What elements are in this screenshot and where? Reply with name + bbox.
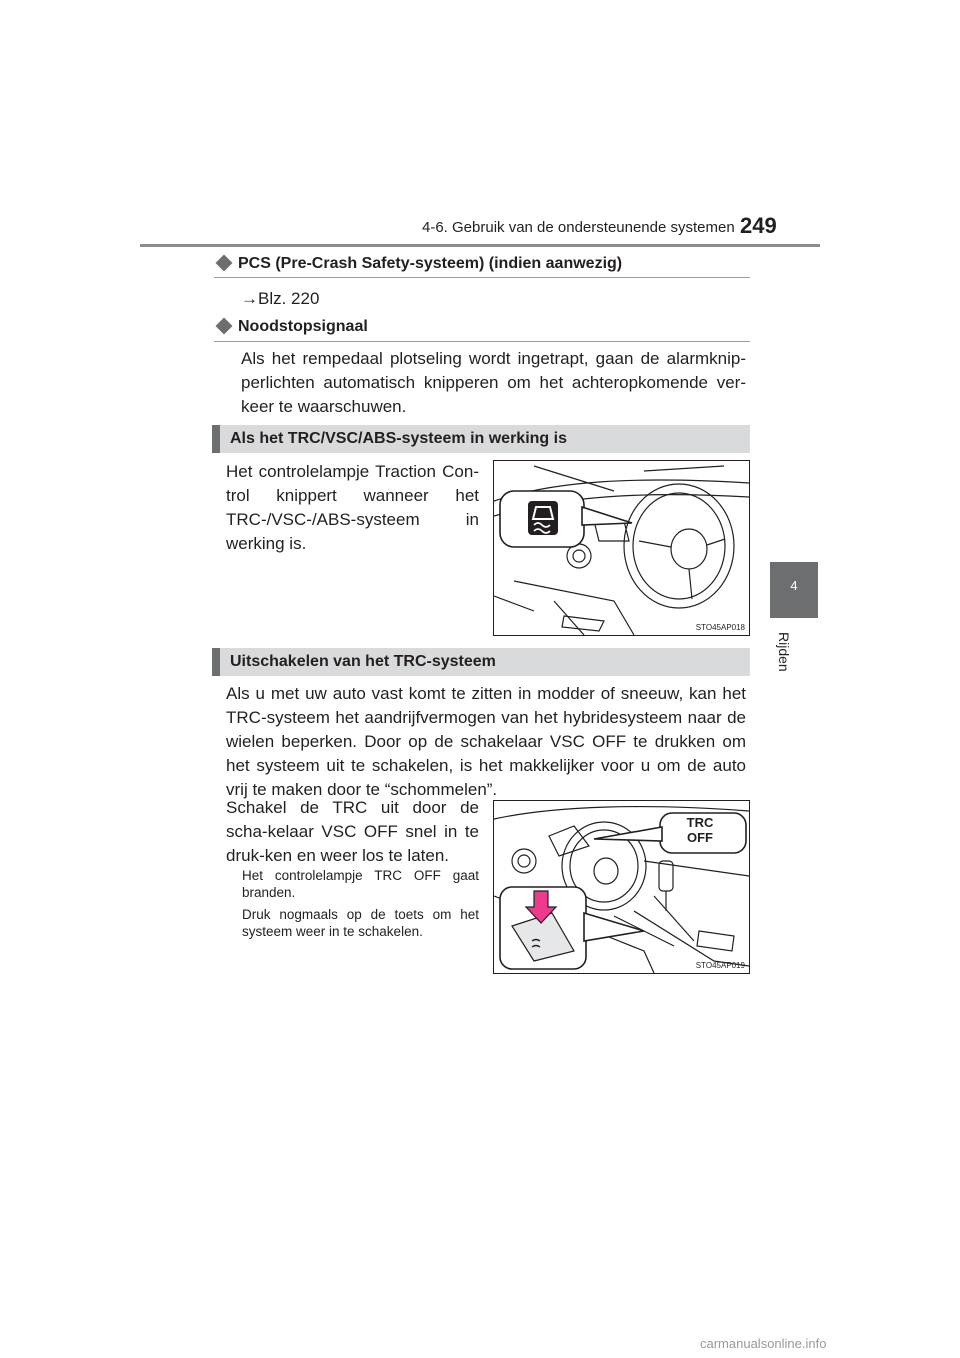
pcs-heading-text: PCS (Pre-Crash Safety-systeem) (indien aanwezig): [238, 255, 623, 272]
pcs-heading: [214, 255, 622, 273]
dashboard-illustration: [494, 461, 749, 635]
dashboard-figure: [493, 460, 750, 636]
figure-id-019: STO45AP019: [695, 961, 745, 970]
callout-line-1: TRC: [686, 815, 714, 830]
pcs-reference: →Blz. 220: [241, 289, 320, 308]
trc-active-heading: Als het TRC/VSC/ABS-systeem in werking is: [212, 425, 750, 453]
footer-watermark[interactable]: carmanualsonline.info: [700, 1336, 827, 1351]
trc-off-heading: Uitschakelen van het TRC-systeem: [212, 648, 750, 676]
trc-off-callout-label: [677, 815, 723, 845]
figure-id-018: STO45AP018: [695, 623, 745, 632]
noodstop-text: Als het rempedaal plotseling wordt ingetrapt, gaan de alarmknip-perlichten automatisch knipperen om het achteropkomende ver-keer te waarschuwen.: [241, 349, 746, 416]
callout-line-2: OFF: [687, 830, 713, 845]
trc-off-note-1: Het controlelampje TRC OFF gaat branden.: [242, 868, 479, 900]
trc-off-instruction: Schakel de TRC uit door de scha-kelaar VSC OFF snel in te druk-ken en weer los te laten.: [226, 798, 479, 865]
header-section-title: 4-6. Gebruik van de ondersteunende systemen: [422, 219, 735, 236]
console-figure: [493, 800, 750, 974]
chapter-tab-label: Rijden: [776, 632, 792, 672]
pcs-rule: [214, 277, 750, 278]
trc-active-text: Het controlelampje Traction Con-trol knippert wanneer het TRC-/VSC-/ABS-systeem in werking is.: [226, 462, 479, 553]
chapter-tab-number: 4: [790, 578, 798, 593]
header-rule: [140, 244, 820, 247]
diamond-bullet-icon: [216, 317, 233, 334]
trc-off-text: Als u met uw auto vast komt te zitten in modder of sneeuw, kan het TRC-systeem het aandrijfvermogen van het hybridesysteem naar de wielen beperken. Door op de schakelaar VSC OFF te drukken om het systeem uit te schakelen, is het makkelijker voor u om de auto vrij te maken door te “schommelen”.: [226, 684, 746, 799]
noodstop-heading: [214, 318, 368, 336]
noodstop-heading-text: Noodstopsignaal: [238, 318, 368, 335]
diamond-bullet-icon: [216, 254, 233, 271]
page-number: 249: [740, 213, 777, 238]
trc-off-note-2: Druk nogmaals op de toets om het systeem weer in te schakelen.: [242, 907, 479, 939]
noodstop-rule: [214, 341, 750, 342]
